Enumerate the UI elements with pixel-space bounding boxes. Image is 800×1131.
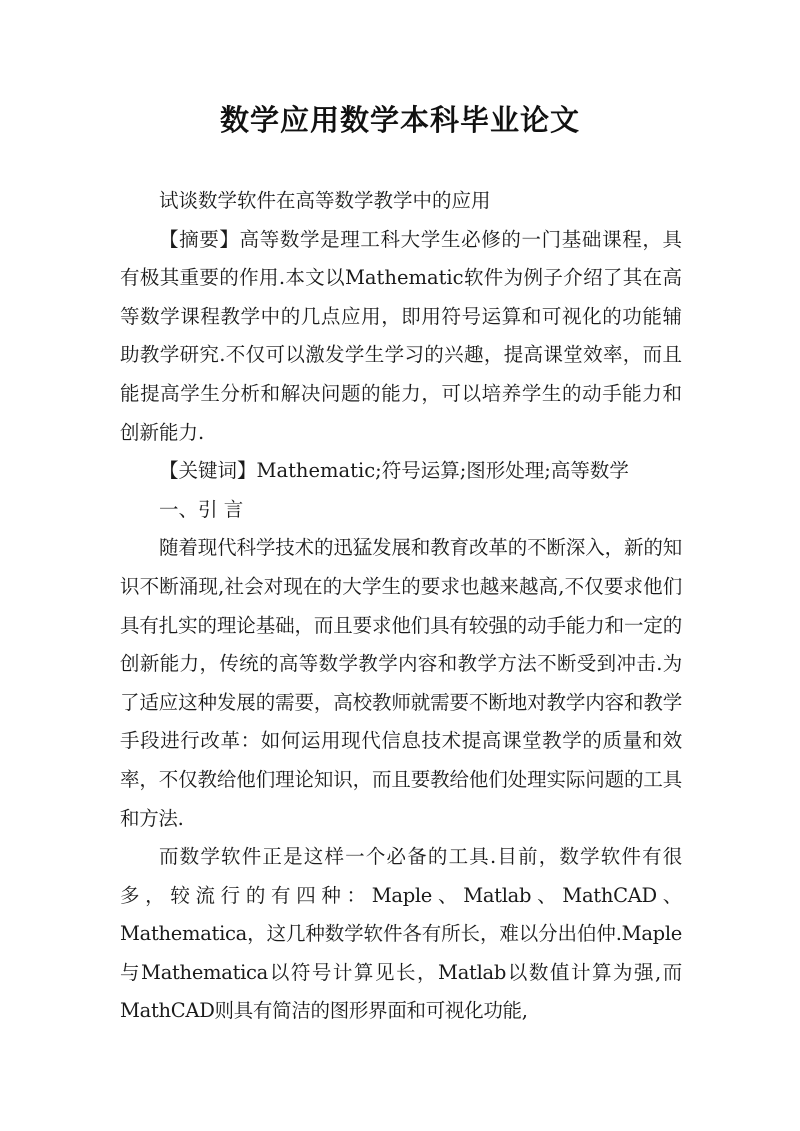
document-title: 数学应用数学本科毕业论文 bbox=[219, 103, 580, 137]
body-paragraph: 随着现代科学技术的迅猛发展和教育改革的不断深入，新的知识不断涌现,社会对现在的大学生的要求也越来越高,不仅要求他们具有扎实的理论基础，而且要求他们具有较强的动手能力和一定的创新能力，传统的高等数学教学内容和教学方法不断受到冲击.为了适应这种发展的需要，高校教师就需要不断地对教学内容和教学手段进行改革：如何运用现代信息技术提高课堂教学的质量和效率，不仅教给他们理论知识，而且要教给他们处理实际问题的工具和方法. bbox=[120, 536, 682, 830]
keywords-line: 【关键词】Mathematic;符号运算;图形处理;高等数学 bbox=[159, 459, 629, 483]
section-heading: 一、引 言 bbox=[159, 497, 244, 521]
document-body bbox=[120, 182, 682, 1031]
abstract-paragraph: 【摘要】高等数学是理工科大学生必修的一门基础课程，具有极其重要的作用.本文以Mathematic软件为例子介绍了其在高等数学课程教学中的几点应用，即用符号运算和可视化的功能辅助教学研究.不仅可以激发学生学习的兴趣，提高课堂效率，而且能提高学生分析和解决问题的能力，可以培养学生的动手能力和创新能力. bbox=[120, 227, 682, 444]
body-paragraph: 而数学软件正是这样一个必备的工具.目前，数学软件有很多，较流行的有四种：Maple、Matlab、MathCAD、Mathematica，这几种数学软件各有所长，难以分出伯仲.Maple与Mathematica以符号计算见长，Matlab以数值计算为强,而MathCAD则具有简洁的图形界面和可视化功能, bbox=[120, 845, 682, 1023]
subtitle: 试谈数学软件在高等数学教学中的应用 bbox=[159, 189, 491, 212]
